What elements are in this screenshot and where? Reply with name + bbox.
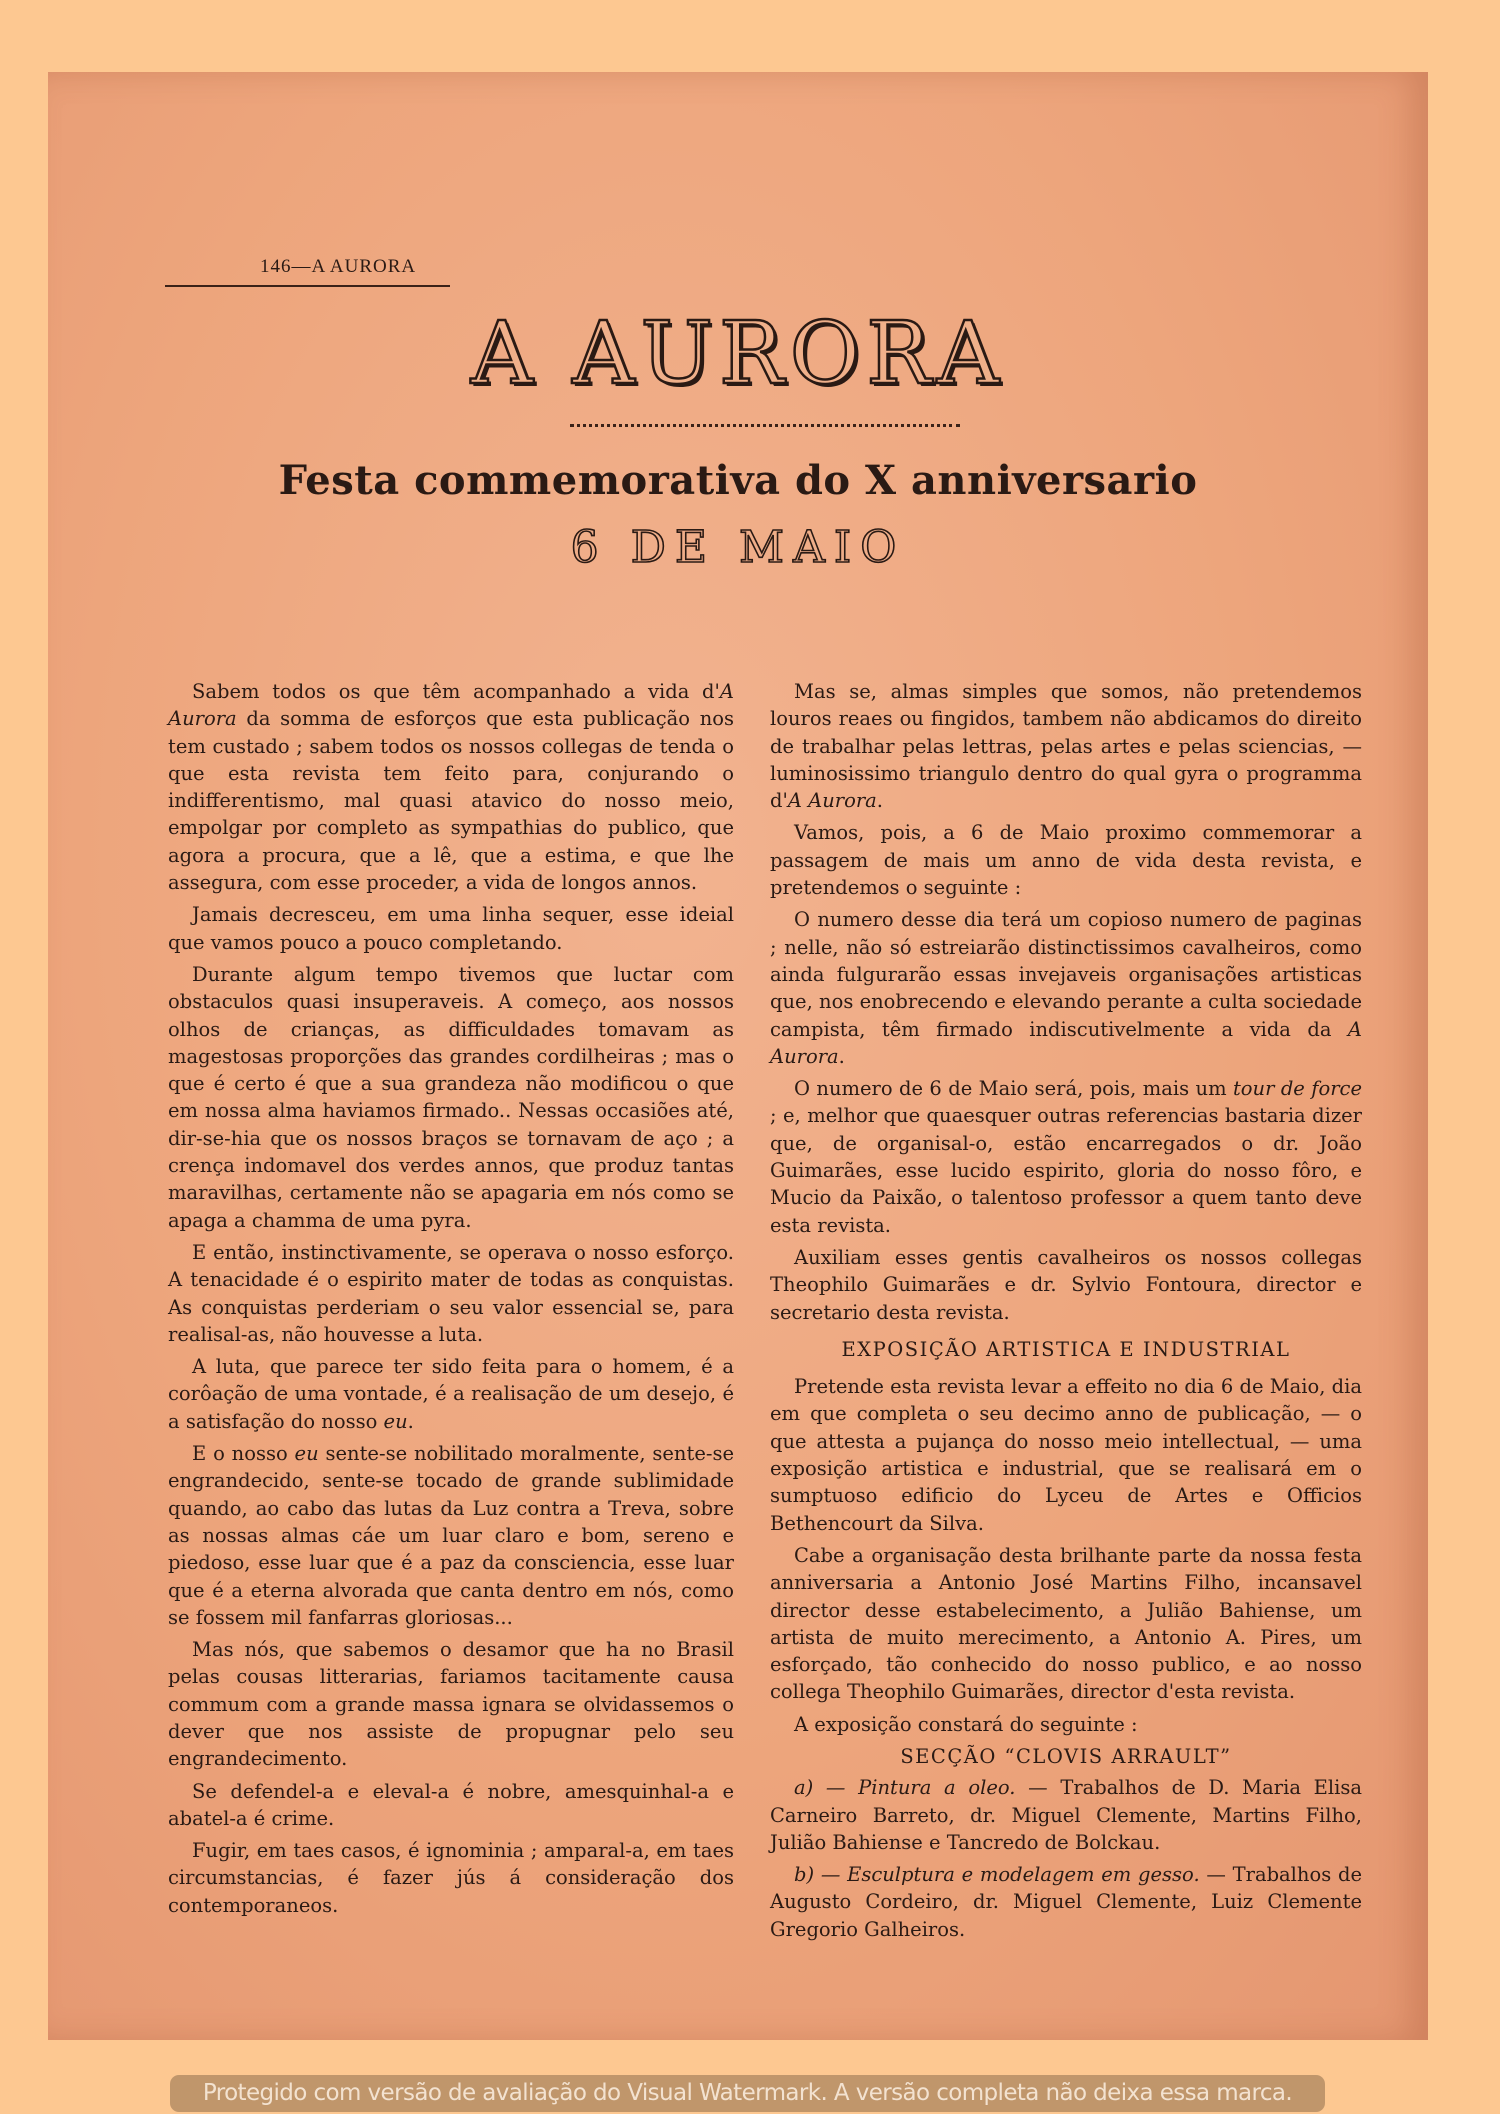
list-item xyxy=(770,1774,1362,1856)
headline: Festa commemorativa do X anniversario xyxy=(278,457,1198,504)
text: O numero desse dia terá um copioso numero de paginas ; nelle, não só estreiarão distinctissimos cavalheiros, como ainda fulgurarão essas invejaveis organisações artisticas que, nos enobrecendo e elevando perante a culta sociedade campista, têm firmado indiscutivelmente a vida da xyxy=(770,908,1362,1041)
text: A luta, que parece ter sido feita para o homem, é a corôação de uma vontade, é a realisação de um desejo, é a satisfação do nosso xyxy=(168,1355,734,1433)
paragraph xyxy=(168,1440,734,1631)
text: ; e, melhor que quaesquer outras referencias bastaria dizer que, de organisal-o, estão encarregados o dr. João Guimarães, esse lucido espirito, gloria do nosso fôro, e Mucio da Paixão, o talentoso professor a quem tanto deve esta revista. xyxy=(770,1104,1362,1237)
running-head: 146—A AURORA xyxy=(260,256,417,277)
dotted-divider xyxy=(570,424,960,427)
paragraph: Vamos, pois, a 6 de Maio proximo commemorar a passagem de mais um anno de vida desta revista, e pretendemos o seguinte : xyxy=(770,821,1362,900)
paragraph: Mas se, almas simples que somos, não pretendemos louros reaes ou fingidos, tambem não abdicamos do direito de trabalhar pelas lettras, pelas artes e pelas sciencias, — luminosissimo triangulo dentro do qual gyra o programma d'A Aurora. xyxy=(770,680,1362,813)
right-column xyxy=(770,678,1362,1948)
paragraph: Auxiliam esses gentis cavalheiros os nossos collegas Theophilo Guimarães e dr. Sylvio Fontoura, director e secretario desta revista. xyxy=(770,1245,1362,1324)
paragraph: Mas nós, que sabemos o desamor que ha no Brasil pelas cousas litterarias, fariamos tacitamente causa commum com a grande massa ignara se olvidassemos o dever que nos assiste de propugnar pelo seu engrandecimento. xyxy=(168,1638,734,1771)
paragraph: Se defendel-a e eleval-a é nobre, amesquinhal-a e abatel-a é crime. xyxy=(168,1779,734,1830)
subsection-heading: SECÇÃO “CLOVIS ARRAULT” xyxy=(900,1744,1232,1768)
paragraph: O numero desse dia terá um copioso numero de paginas ; nelle, não só estreiarão distinctissimos cavalheiros, como ainda fulgurarão essas invejaveis organisações artisticas que, nos enobrecendo e elevando perante a culta sociedade campista, têm firmado indiscutivelmente a vida da A Aurora. xyxy=(770,908,1362,1068)
emphasis: Pintura a oleo. xyxy=(858,1776,1016,1800)
running-head-rule xyxy=(165,285,450,287)
emphasis: A Aurora xyxy=(770,1017,1362,1068)
paragraph xyxy=(168,678,734,896)
list-item xyxy=(770,1861,1362,1943)
paragraph: Durante algum tempo tivemos que luctar com obstaculos quasi insuperaveis. A começo, aos nossos olhos de crianças, as difficuldades tomavam as magestosas proporções das grandes cordilheiras ; mas o que é certo é que a sua grandeza não modificou o que em nossa alma haviamos firmado.. Nessas occasiões até, dir-se-hia que os nossos braços se tornavam de aço ; a crença indomavel dos verdes annos, que produz tantas maravilhas, certamente não se apagaria em nós como se apaga a chamma de uma pyra. xyxy=(168,962,734,1232)
item-label: a) — xyxy=(794,1776,859,1800)
paragraph: A exposição constará do seguinte : xyxy=(794,1712,1138,1736)
text: O numero de 6 de Maio será, pois, mais um xyxy=(794,1077,1233,1101)
paragraph: E então, instinctivamente, se operava o nosso esforço. A tenacidade é o espirito mater de todas as conquistas. As conquistas perderiam o seu valor essencial se, para realisal-as, não houvesse a luta. xyxy=(168,1240,734,1346)
scanned-page xyxy=(48,72,1428,2040)
item-label: b) — xyxy=(794,1863,848,1887)
date-line: 6 DE MAIO xyxy=(570,522,906,573)
left-column xyxy=(168,678,734,1924)
text: Sabem todos os que têm acompanhado a vida d' xyxy=(192,680,720,703)
paragraph: Cabe a organisação desta brilhante parte da nossa festa anniversaria a Antonio José Martins Filho, incansavel director desse estabelecimento, a Julião Bahiense, um artista de muito merecimento, a Antonio A. Pires, um esforçado, tão conhecido do nosso publico, e ao nosso collega Theophilo Guimarães, director d'esta revista. xyxy=(770,1543,1362,1704)
text: E o nosso xyxy=(192,1442,295,1466)
paragraph: A luta, que parece ter sido feita para o homem, é a corôação de uma vontade, é a realisação de um desejo, é a satisfação do nosso eu. xyxy=(168,1355,734,1433)
emphasis: tour de force xyxy=(1232,1077,1362,1101)
emphasis: eu xyxy=(294,1442,319,1466)
emphasis: eu xyxy=(383,1409,408,1433)
paragraph: Pretende esta revista levar a effeito no dia 6 de Maio, dia em que completa o seu decimo anno de publicação, — o que attesta a pujança do nosso meio intellectual, — uma exposição artistica e industrial, que se realisará em o sumptuoso edificio do Lyceu de Artes e Officios Bethencourt da Silva. xyxy=(770,1375,1363,1535)
text: da somma de esforços que esta publicação nos tem custado ; sabem todos os nossos collegas de tenda o que esta revista tem feito para, conjurando o indifferentismo, mal quasi atavico do nosso meio, empolgar por completo as sympathias do publico, que agora a procura, que a lê, que a estima, e que lhe assegura, com esse proceder, a vida de longos annos. xyxy=(168,707,734,895)
text: — Trabalhos de Augusto Cordeiro, dr. Miguel Clemente, Luiz Clemente Gregorio Galheiros. xyxy=(770,1863,1362,1941)
masthead-title: A AURORA xyxy=(470,304,1006,404)
paragraph: Fugir, em taes casos, é ignominia ; amparal-a, em taes circumstancias, é fazer jús á consideração dos contemporaneos. xyxy=(168,1839,734,1917)
text: Mas se, almas simples que somos, não pretendemos louros reaes ou fingidos, tambem não abdicamos do direito de trabalhar pelas lettras, pelas artes e pelas sciencias, — luminosissimo triangulo dentro do qual gyra o programma d' xyxy=(770,680,1362,813)
section-heading: EXPOSIÇÃO ARTISTICA E INDUSTRIAL xyxy=(841,1337,1291,1361)
text: — Trabalhos de D. Maria Elisa Carneiro Barreto, dr. Miguel Clemente, Martins Filho, Julião Bahiense e Tancredo de Bolckau. xyxy=(770,1776,1362,1854)
watermark-notice: Protegido com versão de avaliação do Visual Watermark. A versão completa não deixa essa marca. xyxy=(170,2075,1325,2112)
paragraph xyxy=(770,1075,1362,1239)
emphasis: A Aurora xyxy=(168,680,734,731)
text: sente-se nobilitado moralmente, sente-se engrandecido, sente-se tocado de grande sublimidade quando, ao cabo das lutas da Luz contra a Treva, sobre as nossas almas cáe um luar claro e bom, sereno e piedoso, esse luar que é a paz da consciencia, esse luar que é a eterna alvorada que canta dentro em nós, como se fossem mil fanfarras gloriosas... xyxy=(168,1442,734,1629)
emphasis: A Aurora xyxy=(787,789,877,813)
paragraph: Jamais decresceu, em uma linha sequer, esse ideial que vamos pouco a pouco completando. xyxy=(168,903,734,954)
emphasis: Esculptura e modelagem em gesso. xyxy=(847,1863,1200,1887)
